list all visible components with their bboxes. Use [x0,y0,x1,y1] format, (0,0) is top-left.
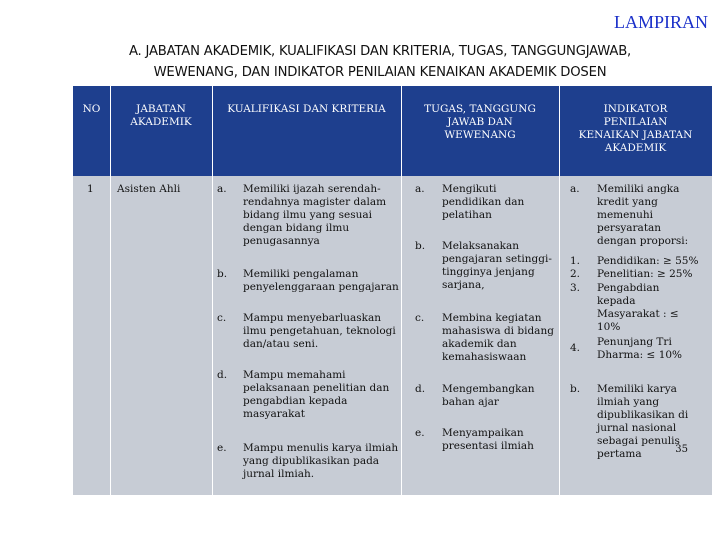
header-indikator-line: PENILAIAN [603,116,668,128]
tugas-line: kemahasiswaan [442,351,527,363]
indikator-sublabel: 2. [570,268,581,280]
tugas-label: b. [415,240,426,252]
kualifikasi-item [243,312,396,351]
header-tugas-line: JAWAB DAN [447,116,513,128]
header-tugas-line: WEWENANG [444,129,516,141]
title-line-2: WEWENANG, DAN INDIKATOR PENILAIAN KENAIKAN AKADEMIK DOSEN [153,65,607,80]
kualifikasi-line: Mampu menulis karya ilmiah [243,442,399,454]
indikator-line: 10% [597,321,621,333]
column-divider [401,86,402,495]
indikator-subitem: Penelitian: ≥ 25% [597,268,693,280]
indikator-label: b. [570,383,581,395]
indikator-subitem [597,336,682,362]
indikator-line: Penunjang Tri [597,336,672,348]
kualifikasi-item [243,183,386,248]
kualifikasi-line: rendahnya magister dalam [243,196,387,208]
indikator-label: a. [570,183,580,195]
tugas-line: Mengikuti [442,183,497,195]
tugas-item [442,240,552,292]
kualifikasi-line: jurnal ilmiah. [243,468,315,480]
tugas-line: Menyampaikan [442,427,524,439]
indikator-line: sebagai penulis [597,435,680,447]
indikator-subitem: Pendidikan: ≥ 55% [597,255,699,267]
indikator-line: kepada [597,295,636,307]
kualifikasi-label: a. [217,183,227,195]
tugas-item [442,383,534,409]
tugas-line: Mengembangkan [442,383,535,395]
tugas-line: tingginya jenjang [442,266,535,278]
kualifikasi-line: dan/atau seni. [243,338,319,350]
indikator-sublabel: 3. [570,282,581,294]
tugas-line: pelatihan [442,209,492,221]
criteria-table [73,86,712,495]
kualifikasi-line: masyarakat [243,408,305,420]
indikator-line: Masyarakat : ≤ [597,308,679,320]
row-jabatan: Asisten Ahli [117,183,181,195]
page-title [100,41,660,83]
indikator-line: persyaratan [597,222,662,234]
tugas-label: a. [415,183,425,195]
column-divider [559,86,560,495]
tugas-item [442,312,554,364]
tugas-item [442,183,524,222]
tugas-label: d. [415,383,426,395]
indikator-line: dipublikasikan di [597,409,689,421]
indikator-line: jurnal nasional [597,422,677,434]
kualifikasi-line: Mampu memahami [243,369,346,381]
header-tugas [401,86,559,176]
tugas-line: bahan ajar [442,396,499,408]
kualifikasi-label: b. [217,268,228,280]
tugas-line: akademik dan [442,338,517,350]
kualifikasi-line: penyelenggaraan pengajaran [243,281,399,293]
header-tugas-line: TUGAS, TANGGUNG [424,103,536,115]
kualifikasi-label: e. [217,442,227,454]
indikator-line: Dharma: ≤ 10% [597,349,683,361]
kualifikasi-line: ilmu pengetahuan, teknologi [243,325,396,337]
kualifikasi-line: bidang ilmu yang sesuai [243,209,373,221]
indikator-line: kredit yang [597,196,658,208]
kualifikasi-label: d. [217,369,228,381]
kualifikasi-item [243,369,389,421]
indikator-line: pertama [597,448,642,460]
indikator-line: ilmiah yang [597,396,660,408]
kualifikasi-line: penugasannya [243,235,320,247]
header-jabatan [110,86,212,176]
indikator-sublabel: 4. [570,342,581,354]
tugas-label: e. [415,427,425,439]
indikator-line: dengan proporsi: [597,235,689,247]
header-indikator [559,86,712,176]
kualifikasi-line: dengan bidang ilmu [243,222,350,234]
header-indikator-line: AKADEMIK [604,142,667,154]
kualifikasi-label: c. [217,312,227,324]
column-divider [212,86,213,495]
kualifikasi-item [243,442,398,481]
header-indikator-line: KENAIKAN JABATAN [578,129,693,141]
column-divider [110,86,111,495]
tugas-line: Melaksanakan [442,240,520,252]
table-header [73,86,712,176]
tugas-line: mahasiswa di bidang [442,325,554,337]
indikator-sublabel: 1. [570,255,581,267]
kualifikasi-item [243,268,399,294]
indikator-line: Pengabdian [597,282,660,294]
header-jabatan-line: JABATAN [136,103,186,115]
lampiran-label: LAMPIRAN [613,12,708,32]
indikator-line: Memiliki angka [597,183,680,195]
row-number: 1 [87,183,94,195]
tugas-line: Membina kegiatan [442,312,542,324]
kualifikasi-line: Memiliki ijazah serendah- [243,183,381,195]
tugas-line: sarjana, [442,279,485,291]
kualifikasi-line: pelaksanaan penelitian dan [243,382,390,394]
indikator-item [597,183,688,248]
title-line-1: A. JABATAN AKADEMIK, KUALIFIKASI DAN KRITERIA, TUGAS, TANGGUNGJAWAB, [128,44,632,59]
kualifikasi-line: pengabdian kepada [243,395,348,407]
header-no: NO [82,103,101,115]
tugas-label: c. [415,312,425,324]
indikator-line: memenuhi [597,209,653,221]
tugas-line: pengajaran setinggi- [442,253,552,265]
header-jabatan-line: AKADEMIK [130,116,192,128]
tugas-line: pendidikan dan [442,196,525,208]
indikator-line: Memiliki karya [597,383,677,395]
page-number: 35 [675,444,688,455]
tugas-line: presentasi ilmiah [442,440,534,452]
indikator-subitem [597,282,679,334]
header-indikator-line: INDIKATOR [603,103,668,115]
kualifikasi-line: yang dipublikasikan pada [243,455,380,467]
kualifikasi-line: Memiliki pengalaman [243,268,359,280]
header-kualifikasi: KUALIFIKASI DAN KRITERIA [227,103,386,115]
kualifikasi-line: Mampu menyebarluaskan [243,312,382,324]
tugas-item [442,427,534,453]
